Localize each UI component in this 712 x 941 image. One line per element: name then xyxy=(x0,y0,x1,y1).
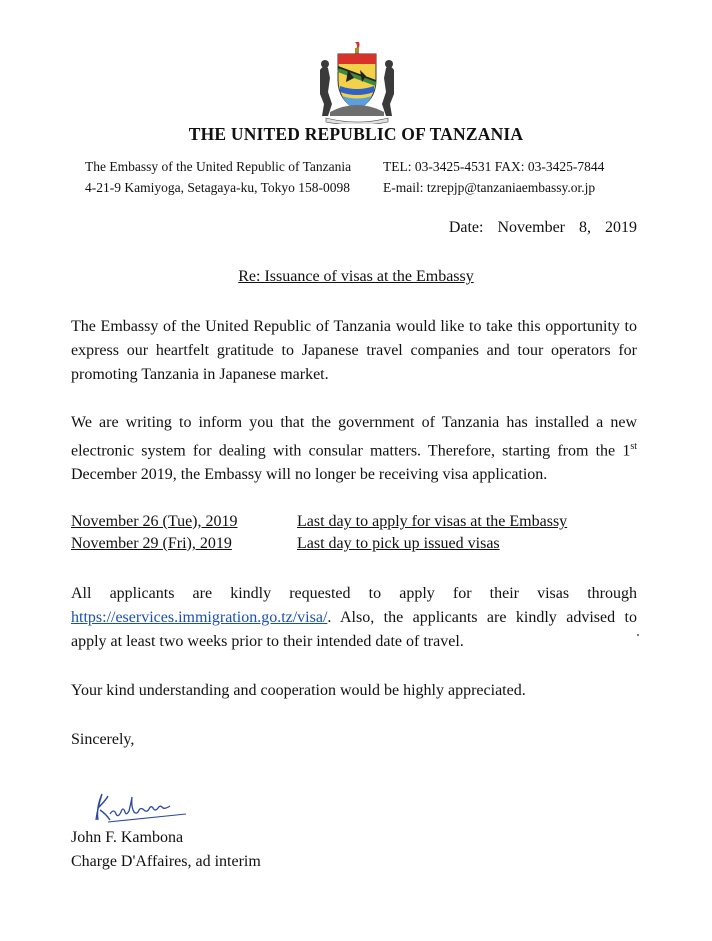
signatory-block xyxy=(71,826,261,874)
schedule-description: Last day to apply for visas at the Embassy xyxy=(297,513,568,530)
email: E-mail: tzrepjp@tanzaniaembassy.or.jp xyxy=(383,180,596,195)
closing-salutation: Sincerely, xyxy=(71,731,135,748)
letter-date: Date: November 8, 2019 xyxy=(448,219,637,236)
schedule-date: November 29 (Fri), 2019 xyxy=(71,535,232,552)
country-title: THE UNITED REPUBLIC OF TANZANIA xyxy=(188,124,524,144)
coat-of-arms-emblem xyxy=(312,40,402,124)
schedule-description: Last day to pick up issued visas xyxy=(297,535,500,552)
signatory-title: Charge D'Affaires, ad interim xyxy=(71,853,261,870)
tel-fax: TEL: 03-3425-4531 FAX: 03-3425-7844 xyxy=(383,159,605,174)
paragraph-new-system-text-b: December 2019, the Embassy will no longer be receiving visa application. xyxy=(71,466,548,484)
schedule-row xyxy=(71,511,567,533)
handwritten-signature xyxy=(88,790,188,828)
visa-portal-link[interactable]: https://eservices.immigration.go.tz/visa/ xyxy=(71,609,328,626)
paragraph-appreciation: Your kind understanding and cooperation would be highly appreciated. xyxy=(71,682,526,699)
paragraph-apply-online-rest xyxy=(71,606,637,654)
paragraph-gratitude: The Embassy of the United Republic of Tanzania would like to take this opportunity to express our heartfelt gratitude to Japanese travel companies and tour operators for promoting Tanzania in Japanese market. xyxy=(71,318,637,383)
embassy-name: The Embassy of the United Republic of Tanzania xyxy=(85,159,352,174)
paragraph-apply-online-text: . Also, the applicants are kindly advised to apply at least two weeks prior to their intended date of travel. xyxy=(71,609,637,650)
schedule-row xyxy=(71,533,567,555)
embassy-contact-block xyxy=(383,156,604,198)
letter-subject: Re: Issuance of visas at the Embassy xyxy=(238,268,474,285)
paragraph-new-system-text-a: We are writing to inform you that the government of Tanzania has installed a new electronic system for dealing with consular matters. Therefore, starting from the 1 xyxy=(71,414,637,460)
paragraph-apply-online-line-1: All applicants are kindly requested to apply for their visas through xyxy=(71,585,637,602)
ordinal-suffix: st xyxy=(630,441,637,452)
signatory-name: John F. Kambona xyxy=(71,829,184,846)
schedule-date: November 26 (Tue), 2019 xyxy=(71,513,238,530)
paragraph-new-system xyxy=(71,411,637,487)
embassy-address: 4-21-9 Kamiyoga, Setagaya-ku, Tokyo 158-0098 xyxy=(85,180,351,195)
paragraph-apply-online xyxy=(71,582,637,654)
embassy-address-block xyxy=(85,156,351,198)
schedule-table xyxy=(71,511,567,555)
stray-mark xyxy=(637,634,639,636)
